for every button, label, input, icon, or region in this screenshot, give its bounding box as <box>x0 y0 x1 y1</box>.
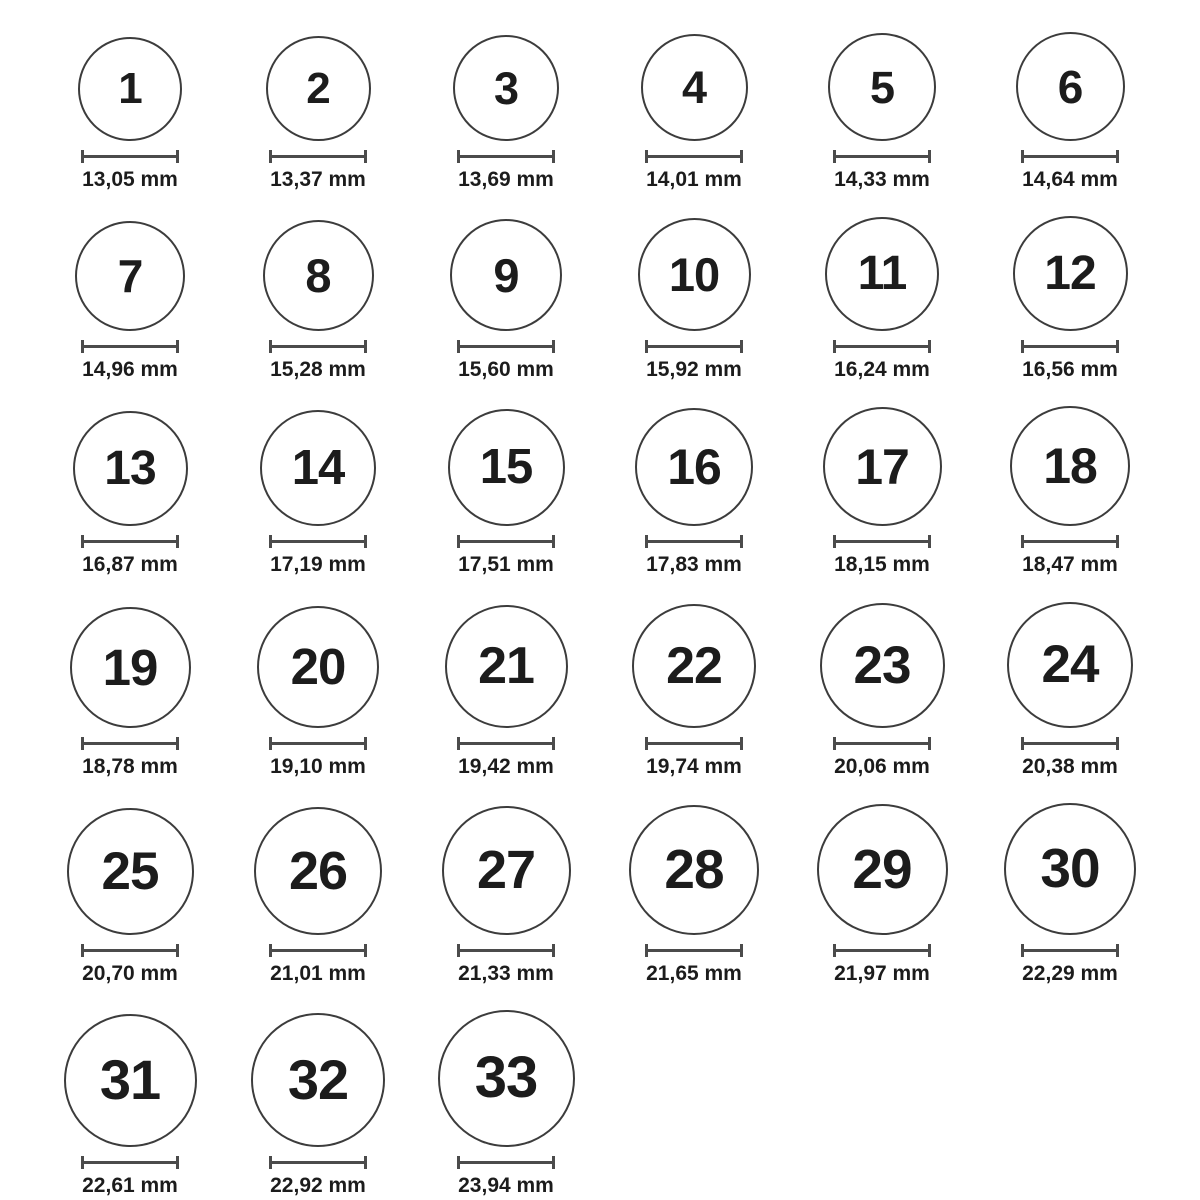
ring-cell <box>1013 216 1128 382</box>
dimension-line <box>833 944 931 957</box>
ring-circle <box>638 218 751 331</box>
ring-circle <box>817 804 948 935</box>
ring-number: 9 <box>493 248 519 302</box>
ring-cell <box>1007 602 1133 779</box>
dimension-line <box>457 737 555 750</box>
diameter-label: 19,74 mm <box>646 754 742 778</box>
dimension-line <box>1021 535 1119 548</box>
dimension-bar <box>1024 155 1116 158</box>
ring-circle <box>820 603 945 728</box>
dimension-line <box>457 1156 555 1169</box>
ring-number: 30 <box>1040 837 1100 900</box>
dimension-bar <box>84 742 176 745</box>
dimension-line <box>645 535 743 548</box>
ring-cell <box>450 219 562 382</box>
diameter-label: 21,01 mm <box>270 961 366 985</box>
diameter-label: 22,61 mm <box>82 1173 178 1197</box>
dimension-bar <box>84 540 176 543</box>
dimension-line <box>269 737 367 750</box>
dimension-bar <box>460 345 552 348</box>
diameter-label: 18,47 mm <box>1022 553 1118 577</box>
ring-cell <box>453 35 559 192</box>
ring-circle <box>450 219 562 331</box>
diameter-label: 14,01 mm <box>646 168 742 191</box>
ring-number: 20 <box>290 638 346 696</box>
ring-number: 31 <box>99 1048 161 1112</box>
ring-cell <box>75 221 185 382</box>
dimension-bar <box>648 540 740 543</box>
ring-cell <box>629 805 759 986</box>
diameter-label: 21,65 mm <box>646 961 742 985</box>
dimension-line <box>645 737 743 750</box>
dimension-line <box>833 535 931 548</box>
ring-circle <box>1013 216 1128 331</box>
ring-circle <box>263 220 374 331</box>
ring-cell <box>257 606 379 779</box>
dimension-line <box>833 737 931 750</box>
diameter-label: 16,56 mm <box>1022 358 1118 382</box>
diameter-label: 14,96 mm <box>82 358 178 382</box>
dimension-bar <box>272 949 364 952</box>
dimension-bar <box>84 949 176 952</box>
dimension-bar <box>1024 345 1116 348</box>
ring-number: 5 <box>869 61 895 113</box>
dimension-line <box>1021 944 1119 957</box>
diameter-label: 20,70 mm <box>82 961 178 985</box>
ring-number: 17 <box>855 438 909 495</box>
dimension-bar <box>84 345 176 348</box>
ring-number: 2 <box>306 63 330 113</box>
ring-cell <box>638 218 751 382</box>
ring-circle <box>257 606 379 728</box>
dimension-line <box>81 737 179 750</box>
ring-cell <box>448 409 565 577</box>
ring-circle <box>825 217 939 331</box>
dimension-bar <box>1024 540 1116 543</box>
ring-circle <box>629 805 759 935</box>
ring-circle <box>64 1014 197 1147</box>
ring-number: 33 <box>474 1045 538 1111</box>
ring-cell <box>442 806 571 986</box>
dimension-bar <box>272 345 364 348</box>
dimension-bar <box>460 155 552 158</box>
diameter-label: 20,38 mm <box>1022 754 1118 778</box>
ring-circle <box>1010 406 1130 526</box>
diameter-label: 13,37 mm <box>270 168 366 191</box>
dimension-bar <box>272 155 364 158</box>
dimension-line <box>833 150 931 163</box>
ring-circle <box>635 408 753 526</box>
ring-cell <box>438 1010 575 1198</box>
diameter-label: 18,78 mm <box>82 754 178 778</box>
dimension-bar <box>836 155 928 158</box>
ring-circle <box>438 1010 575 1147</box>
ring-cell <box>641 34 748 192</box>
dimension-line <box>81 535 179 548</box>
dimension-line <box>1021 150 1119 163</box>
dimension-bar <box>836 949 928 952</box>
diameter-label: 15,60 mm <box>458 358 554 382</box>
dimension-line <box>269 535 367 548</box>
ring-cell <box>78 37 182 192</box>
ring-cell <box>70 607 191 779</box>
dimension-bar <box>84 1161 176 1164</box>
ring-cell <box>67 808 194 986</box>
ring-number: 28 <box>664 838 724 901</box>
diameter-label: 22,29 mm <box>1022 961 1118 985</box>
dimension-bar <box>648 155 740 158</box>
ring-circle <box>641 34 748 141</box>
ring-circle <box>1016 32 1125 141</box>
diameter-label: 20,06 mm <box>834 754 930 778</box>
ring-cell <box>73 411 188 577</box>
ring-size-grid <box>36 0 1164 1198</box>
ring-cell <box>445 605 568 779</box>
dimension-line <box>269 340 367 353</box>
ring-cell <box>254 807 382 986</box>
dimension-bar <box>836 540 928 543</box>
dimension-bar <box>272 742 364 745</box>
ring-circle <box>75 221 185 331</box>
ring-circle <box>448 409 565 526</box>
ring-number: 4 <box>681 62 707 113</box>
ring-number: 25 <box>101 841 159 901</box>
dimension-line <box>645 150 743 163</box>
ring-cell <box>1016 32 1125 192</box>
diameter-label: 19,42 mm <box>458 754 554 778</box>
ring-circle <box>828 33 936 141</box>
ring-circle <box>251 1013 385 1147</box>
ring-cell <box>266 36 371 192</box>
dimension-bar <box>272 540 364 543</box>
ring-circle <box>67 808 194 935</box>
dimension-bar <box>648 742 740 745</box>
ring-cell <box>828 33 936 192</box>
dimension-bar <box>460 742 552 745</box>
ring-number: 6 <box>1057 60 1083 113</box>
dimension-line <box>645 944 743 957</box>
diameter-label: 21,97 mm <box>834 961 930 985</box>
dimension-bar <box>836 345 928 348</box>
dimension-bar <box>648 345 740 348</box>
dimension-bar <box>836 742 928 745</box>
ring-number: 19 <box>102 638 158 696</box>
diameter-label: 14,33 mm <box>834 168 930 191</box>
dimension-line <box>833 340 931 353</box>
diameter-label: 17,19 mm <box>270 553 366 577</box>
dimension-line <box>457 944 555 957</box>
diameter-label: 21,33 mm <box>458 961 554 985</box>
dimension-line <box>269 150 367 163</box>
dimension-line <box>269 944 367 957</box>
diameter-label: 23,94 mm <box>458 1173 554 1197</box>
ring-cell <box>825 217 939 382</box>
ring-number: 12 <box>1044 246 1096 300</box>
diameter-label: 16,24 mm <box>834 358 930 382</box>
dimension-line <box>81 150 179 163</box>
ring-cell <box>1010 406 1130 577</box>
dimension-line <box>81 340 179 353</box>
ring-number: 3 <box>493 62 519 114</box>
ring-cell <box>1004 803 1136 986</box>
ring-number: 13 <box>104 441 156 495</box>
ring-cell <box>263 220 374 382</box>
dimension-line <box>645 340 743 353</box>
dimension-bar <box>84 155 176 158</box>
diameter-label: 16,87 mm <box>82 553 178 577</box>
ring-circle <box>632 604 756 728</box>
ring-circle <box>78 37 182 141</box>
diameter-label: 19,10 mm <box>270 754 366 778</box>
diameter-label: 18,15 mm <box>834 553 930 577</box>
ring-cell <box>260 410 376 577</box>
ring-number: 23 <box>853 635 911 695</box>
ring-number: 16 <box>667 439 721 496</box>
dimension-line <box>81 1156 179 1169</box>
ring-circle <box>453 35 559 141</box>
ring-cell <box>823 407 942 577</box>
dimension-line <box>269 1156 367 1169</box>
diameter-label: 15,28 mm <box>270 358 366 382</box>
dimension-line <box>457 150 555 163</box>
ring-cell <box>820 603 945 779</box>
dimension-bar <box>1024 742 1116 745</box>
dimension-bar <box>272 1161 364 1164</box>
diameter-label: 17,83 mm <box>646 553 742 577</box>
diameter-label: 13,69 mm <box>458 168 554 191</box>
ring-circle <box>1004 803 1136 935</box>
ring-cell <box>817 804 948 986</box>
ring-number: 22 <box>666 636 722 695</box>
ring-number: 32 <box>287 1047 349 1111</box>
ring-number: 29 <box>852 837 912 900</box>
dimension-bar <box>460 949 552 952</box>
diameter-label: 13,05 mm <box>82 168 178 191</box>
dimension-line <box>457 340 555 353</box>
ring-circle <box>260 410 376 526</box>
ring-circle <box>1007 602 1133 728</box>
ring-circle <box>70 607 191 728</box>
ring-circle <box>266 36 371 141</box>
ring-circle <box>442 806 571 935</box>
diameter-label: 17,51 mm <box>458 553 554 577</box>
ring-number: 11 <box>857 247 907 301</box>
ring-number: 8 <box>305 249 331 303</box>
ring-number: 7 <box>117 250 143 303</box>
ring-number: 18 <box>1043 438 1097 495</box>
dimension-bar <box>460 1161 552 1164</box>
dimension-line <box>457 535 555 548</box>
ring-cell <box>632 604 756 779</box>
ring-circle <box>254 807 382 935</box>
ring-number: 15 <box>479 440 533 495</box>
dimension-line <box>1021 737 1119 750</box>
diameter-label: 15,92 mm <box>646 358 742 382</box>
ring-number: 24 <box>1041 635 1099 695</box>
dimension-bar <box>648 949 740 952</box>
ring-cell <box>251 1013 385 1198</box>
ring-number: 21 <box>478 637 534 696</box>
diameter-label: 14,64 mm <box>1022 168 1118 191</box>
ring-circle <box>73 411 188 526</box>
dimension-bar <box>1024 949 1116 952</box>
ring-number: 10 <box>668 248 720 302</box>
ring-cell <box>635 408 753 577</box>
dimension-line <box>1021 340 1119 353</box>
ring-circle <box>823 407 942 526</box>
ring-number: 14 <box>291 440 345 495</box>
ring-cell <box>64 1014 197 1198</box>
diameter-label: 22,92 mm <box>270 1173 366 1197</box>
ring-circle <box>445 605 568 728</box>
ring-number: 27 <box>476 840 536 901</box>
dimension-line <box>81 944 179 957</box>
ring-number: 1 <box>118 64 142 113</box>
ring-number: 26 <box>288 840 348 901</box>
dimension-bar <box>460 540 552 543</box>
